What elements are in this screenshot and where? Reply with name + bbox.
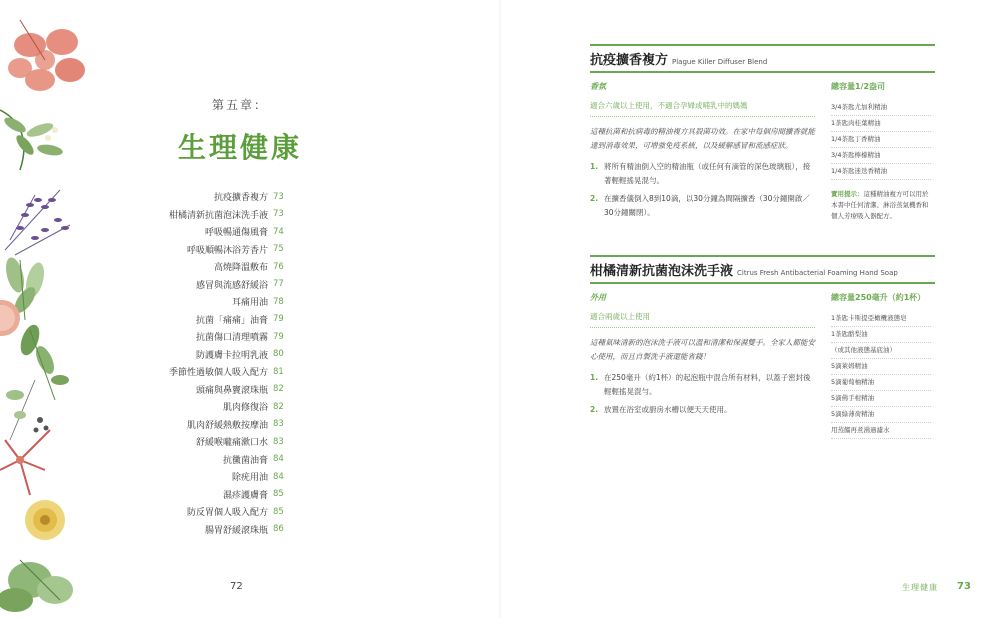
ingredient-item: 5滴萊姆精油 — [831, 359, 931, 375]
toc-entry — [150, 188, 360, 206]
recipe-step — [590, 371, 815, 399]
toc-entry-title: 抗疫擴香複方 — [213, 193, 268, 204]
toc-entry — [150, 223, 360, 241]
toc-entry — [150, 328, 360, 346]
calendula-flower-icon — [25, 500, 65, 540]
toc-entry — [150, 398, 360, 416]
ingredient-item: 5滴綠薄荷精油 — [831, 407, 931, 423]
toc-entry — [150, 311, 360, 329]
toc-entry-title: 呼吸暢通傷風膏 — [204, 228, 268, 239]
toc-entry-page: 76 — [273, 261, 284, 272]
ingredient-item: 1/4茶匙迷迭香精油 — [831, 164, 931, 180]
recipe-title: 柑橘清新抗菌泡沫洗手液 — [590, 264, 734, 279]
toc-entry-title: 頭痛與鼻竇滾珠瓶 — [195, 385, 268, 396]
toc-entry-page: 84 — [273, 471, 284, 482]
recipe-header — [590, 255, 935, 284]
toc-entry-page: 82 — [273, 401, 284, 412]
page-number-right: 73 — [957, 581, 971, 592]
step-text: 放置在浴室或廚房水槽以便天天使用。 — [604, 405, 732, 414]
chapter-number: 第五章： — [211, 98, 268, 112]
toc-entry-page: 77 — [273, 279, 284, 290]
ingredient-item: 1茶匙肉桂葉精油 — [831, 116, 931, 132]
ingredient-item: 1/4茶匙丁香精油 — [831, 132, 931, 148]
running-title: 生理健康 — [902, 583, 938, 592]
toc-entry-page: 83 — [273, 436, 284, 447]
toc-entry — [150, 276, 360, 294]
toc-entry-page: 74 — [273, 226, 284, 237]
toc-entry-page: 85 — [273, 489, 284, 500]
toc-entry — [150, 416, 360, 434]
toc-entry-page: 85 — [273, 506, 284, 517]
toc-entry-page: 79 — [273, 314, 284, 325]
ingredient-item: 5滴葡萄柚精油 — [831, 375, 931, 391]
ingredient-item: （或其他液態基底油） — [831, 343, 931, 359]
toc-entry-page: 80 — [273, 349, 284, 360]
toc-entry-title: 防反胃個人吸入配方 — [186, 508, 268, 519]
toc-entry-title: 肌肉修復浴 — [222, 403, 268, 414]
toc-entry-title: 舒緩喉嚨痛漱口水 — [195, 438, 268, 449]
toc-entry — [150, 486, 360, 504]
recipe-header — [590, 44, 935, 73]
total-capacity: 總容量1/2盎司 — [831, 82, 886, 91]
recipe-description: 這種抗菌和抗病毒的精油複方具殺菌功效。在家中每個房間擴香就能達到消毒效果，可增強免疫系統，以及緩解感冒和流感症狀。 — [590, 127, 815, 150]
herb-bundle-icon — [10, 380, 49, 440]
step-number: 2. — [590, 405, 599, 414]
ingredient-item: 5滴佛手柑精油 — [831, 391, 931, 407]
herb-bundle-icon — [0, 560, 73, 612]
fern-leaf-icon — [0, 110, 64, 170]
toc-entry — [150, 363, 360, 381]
step-text: 在250毫升（約1杯）的起泡瓶中混合所有材料，以蓋子密封後輕輕搖晃混勻。 — [604, 373, 811, 396]
toc-entry-title: 濕疹護膚膏 — [222, 490, 268, 501]
toc-entry-page: 86 — [273, 524, 284, 535]
toc-entry-title: 高燒降溫敷布 — [213, 263, 268, 274]
toc-entry — [150, 451, 360, 469]
recipe-title-english: Citrus Fresh Antibacterial Foaming Hand Soap — [737, 269, 898, 277]
toc-entry-title: 季節性過敏個人吸入配方 — [168, 368, 268, 379]
toc-entry-title: 防護膚卡拉明乳液 — [195, 350, 268, 361]
recipe-step — [590, 403, 815, 417]
step-text: 將所有精油倒入空的精油瓶（或任何有滴管的深色玻璃瓶），接著輕輕搖晃混勻。 — [604, 162, 811, 185]
toc-entry-title: 感冒與流感舒緩浴 — [195, 280, 268, 291]
lavender-sprig-icon — [5, 190, 70, 255]
toc-entry-title: 抗菌傷口清理噴霧 — [195, 333, 268, 344]
botanical-illustration — [0, 0, 100, 618]
toc-entry — [150, 346, 360, 364]
table-of-contents — [150, 188, 360, 538]
step-number: 1. — [590, 162, 599, 171]
toc-entry — [150, 503, 360, 521]
toc-entry-page: 75 — [273, 244, 284, 255]
recipe-step — [590, 192, 815, 220]
toc-entry — [150, 433, 360, 451]
toc-entry-page: 82 — [273, 384, 284, 395]
toc-entry-page: 79 — [273, 331, 284, 342]
ingredient-item: 用蒸餾再煮沸過濾水 — [831, 423, 931, 439]
total-capacity: 總容量250毫升（約1杯） — [831, 293, 926, 302]
ingredient-item: 3/4茶匙檸檬精油 — [831, 148, 931, 164]
step-text: 在擴香儀倒入8到10滴，以30分鐘為間隔擴香（30分鐘開啟／30分鐘關閉）。 — [604, 194, 810, 217]
step-number: 2. — [590, 194, 599, 203]
toc-entry-title: 柑橘清新抗菌泡沫洗手液 — [168, 210, 268, 221]
lily-flower-icon — [0, 430, 50, 495]
usage-label: 香氛 — [590, 82, 606, 91]
audience-note: 適合六歲以上使用，不適合孕婦或哺乳中的媽媽 — [590, 100, 815, 117]
toc-entry-title: 呼吸順暢沐浴芳香片 — [186, 245, 268, 256]
page-number-left: 72 — [230, 581, 243, 592]
toc-entry-page: 73 — [273, 191, 284, 202]
ingredient-item: 1茶匙酪梨油 — [831, 327, 931, 343]
toc-entry-title: 抗黴菌油膏 — [222, 455, 268, 466]
toc-entry — [150, 241, 360, 259]
toc-entry — [150, 521, 360, 539]
audience-note: 適合兩歲以上使用 — [590, 311, 815, 328]
recipe-title-english: Plague Killer Diffuser Blend — [672, 58, 768, 66]
toc-entry-page: 73 — [273, 209, 284, 220]
toc-entry-page: 78 — [273, 296, 284, 307]
toc-entry-title: 除疣用油 — [231, 473, 268, 484]
toc-entry — [150, 293, 360, 311]
toc-entry — [150, 468, 360, 486]
toc-entry-title: 抗菌「痛痛」油膏 — [195, 315, 268, 326]
tip-label: 實用提示： — [831, 190, 864, 198]
toc-entry — [150, 381, 360, 399]
recipe-section — [590, 44, 935, 224]
recipe-title: 抗疫擴香複方 — [590, 53, 669, 68]
recipe-step — [590, 160, 815, 188]
toc-entry-title: 耳痛用油 — [231, 298, 268, 309]
usage-label: 外用 — [590, 293, 606, 302]
toc-entry — [150, 206, 360, 224]
recipe-section — [590, 255, 935, 439]
right-page — [500, 0, 1000, 618]
toc-entry-page: 84 — [273, 454, 284, 465]
hibiscus-flower-icon — [8, 20, 85, 91]
toc-entry-title: 腸胃舒緩滾珠瓶 — [204, 525, 268, 536]
citrus-slice-icon — [0, 300, 69, 400]
recipe-description: 這種氣味清新的泡沫洗手液可以溫和清潔和保濕雙手。全家人都能安心使用，而且自製洗手液還能省錢！ — [590, 338, 815, 361]
toc-entry-title: 肌肉舒緩熱敷按摩油 — [186, 420, 268, 431]
chapter-title: 生理健康 — [177, 131, 302, 164]
ingredient-item: 1茶匙卡斯提亞橄欖液態皂 — [831, 311, 931, 327]
ingredient-item: 3/4茶匙尤加利精油 — [831, 100, 931, 116]
toc-entry-page: 83 — [273, 419, 284, 430]
toc-entry — [150, 258, 360, 276]
step-number: 1. — [590, 373, 599, 382]
tip-text: 這種精油複方可以用於本書中任何清潔、淋浴蒸氣機香和個人芳療吸入器配方。 — [831, 190, 929, 220]
practical-tip — [831, 189, 931, 222]
toc-entry-page: 81 — [273, 366, 284, 377]
